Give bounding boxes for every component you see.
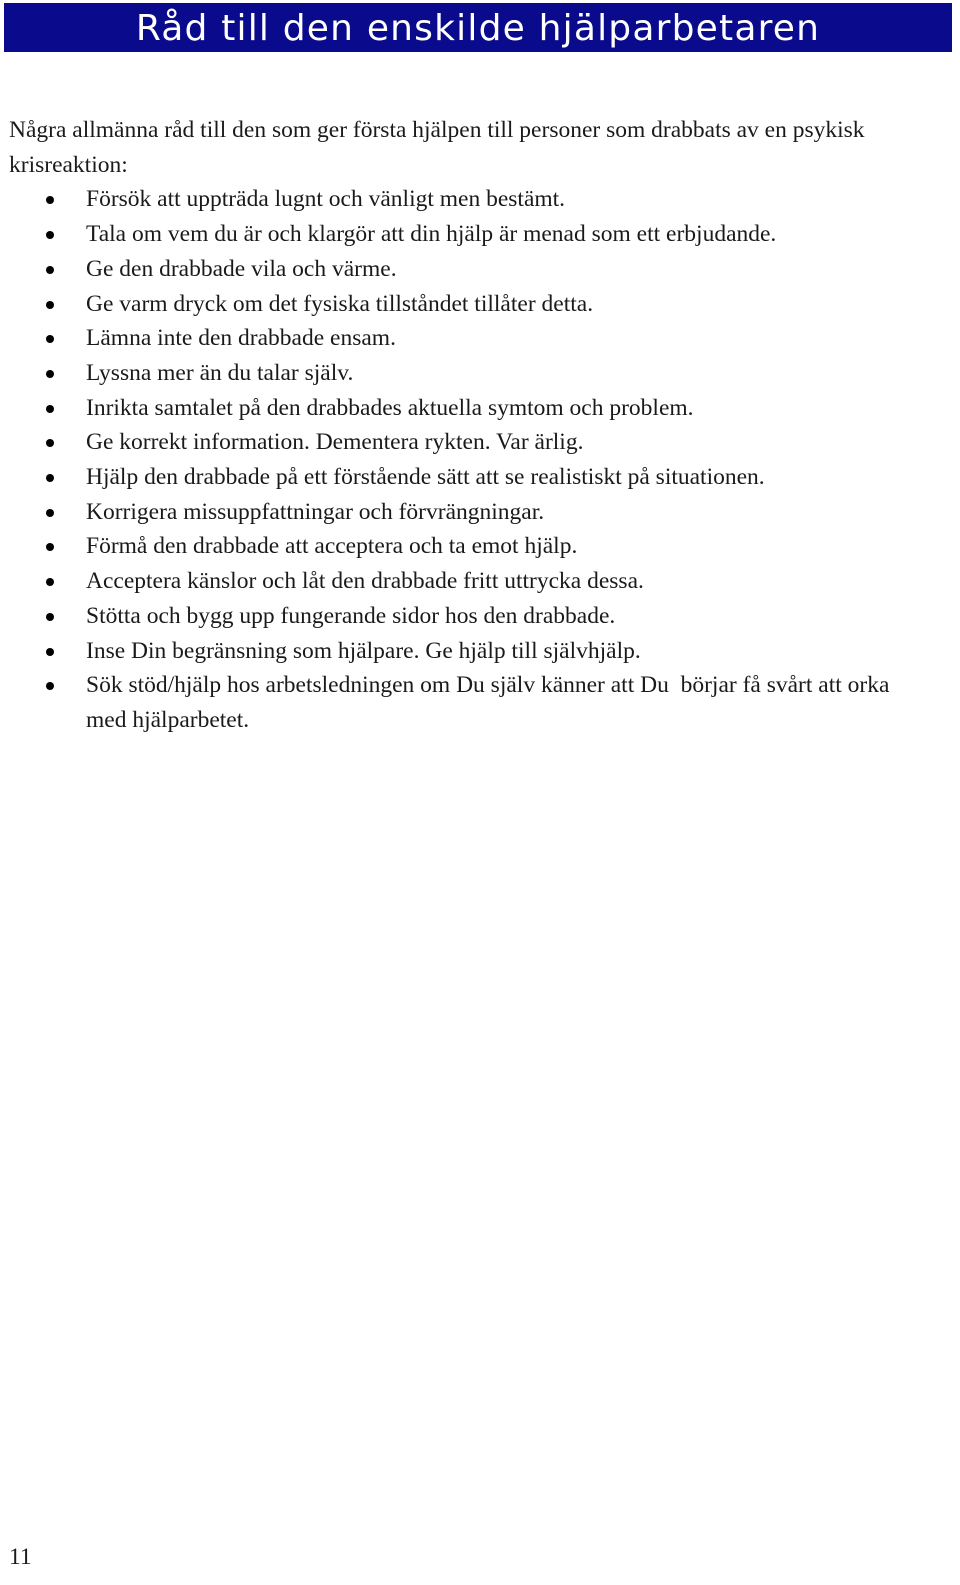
page-title: Råd till den enskilde hjälparbetaren bbox=[135, 7, 821, 49]
list-item-text: Sök stöd/hjälp hos arbetsledningen om Du själv känner att Du börjar få svårt att orka med hjälparbetet. bbox=[86, 672, 896, 733]
list-item bbox=[9, 182, 911, 217]
list-item bbox=[9, 391, 911, 426]
bullet-icon bbox=[46, 474, 54, 482]
bullet-icon bbox=[46, 613, 54, 621]
list-item-text: Ge varm dryck om det fysiska tillståndet tillåter detta. bbox=[86, 290, 594, 317]
page-number: 11 bbox=[9, 1544, 32, 1570]
title-banner bbox=[4, 3, 952, 52]
advice-list bbox=[9, 182, 939, 737]
bullet-icon bbox=[46, 648, 54, 656]
bullet-icon bbox=[46, 370, 54, 378]
list-item bbox=[9, 564, 911, 599]
bullet-icon bbox=[46, 543, 54, 551]
list-item-text: Försök att uppträda lugnt och vänligt men bestämt. bbox=[86, 186, 566, 213]
bullet-icon bbox=[46, 196, 54, 204]
list-item-text: Inrikta samtalet på den drabbades aktuella symtom och problem. bbox=[86, 394, 694, 421]
list-item-text: Inse Din begränsning som hjälpare. Ge hjälp till självhjälp. bbox=[86, 637, 641, 664]
list-item bbox=[9, 287, 911, 322]
list-item bbox=[9, 668, 911, 737]
list-item bbox=[9, 252, 911, 287]
document-body bbox=[9, 113, 939, 738]
list-item-text: Förmå den drabbade att acceptera och ta emot hjälp. bbox=[86, 533, 578, 560]
bullet-icon bbox=[46, 439, 54, 447]
bullet-icon bbox=[46, 301, 54, 309]
bullet-icon bbox=[46, 266, 54, 274]
bullet-icon bbox=[46, 682, 54, 690]
list-item-text: Acceptera känslor och låt den drabbade fritt uttrycka dessa. bbox=[86, 568, 644, 595]
list-item bbox=[9, 634, 911, 669]
list-item bbox=[9, 599, 911, 634]
bullet-icon bbox=[46, 231, 54, 239]
list-item bbox=[9, 495, 911, 530]
bullet-icon bbox=[46, 578, 54, 586]
list-item-text: Lämna inte den drabbade ensam. bbox=[86, 325, 396, 352]
bullet-icon bbox=[46, 405, 54, 413]
list-item-text: Stötta och bygg upp fungerande sidor hos den drabbade. bbox=[86, 602, 616, 629]
bullet-icon bbox=[46, 509, 54, 517]
list-item bbox=[9, 217, 911, 252]
list-item-text: Lyssna mer än du talar själv. bbox=[86, 359, 354, 386]
list-item bbox=[9, 356, 911, 391]
list-item-text: Hjälp den drabbade på ett förstående sätt att se realistiskt på situationen. bbox=[86, 464, 765, 491]
intro-paragraph: Några allmänna råd till den som ger första hjälpen till personer som drabbats av en psykisk krisreaktion: bbox=[9, 117, 865, 178]
list-item-text: Ge den drabbade vila och värme. bbox=[86, 255, 397, 282]
list-item bbox=[9, 425, 911, 460]
list-item-text: Korrigera missuppfattningar och förvrängningar. bbox=[86, 498, 545, 525]
list-item-text: Tala om vem du är och klargör att din hjälp är menad som ett erbjudande. bbox=[86, 221, 777, 248]
list-item bbox=[9, 321, 911, 356]
list-item-text: Ge korrekt information. Dementera rykten. Var ärlig. bbox=[86, 429, 584, 456]
list-item bbox=[9, 529, 911, 564]
bullet-icon bbox=[46, 335, 54, 343]
list-item bbox=[9, 460, 911, 495]
